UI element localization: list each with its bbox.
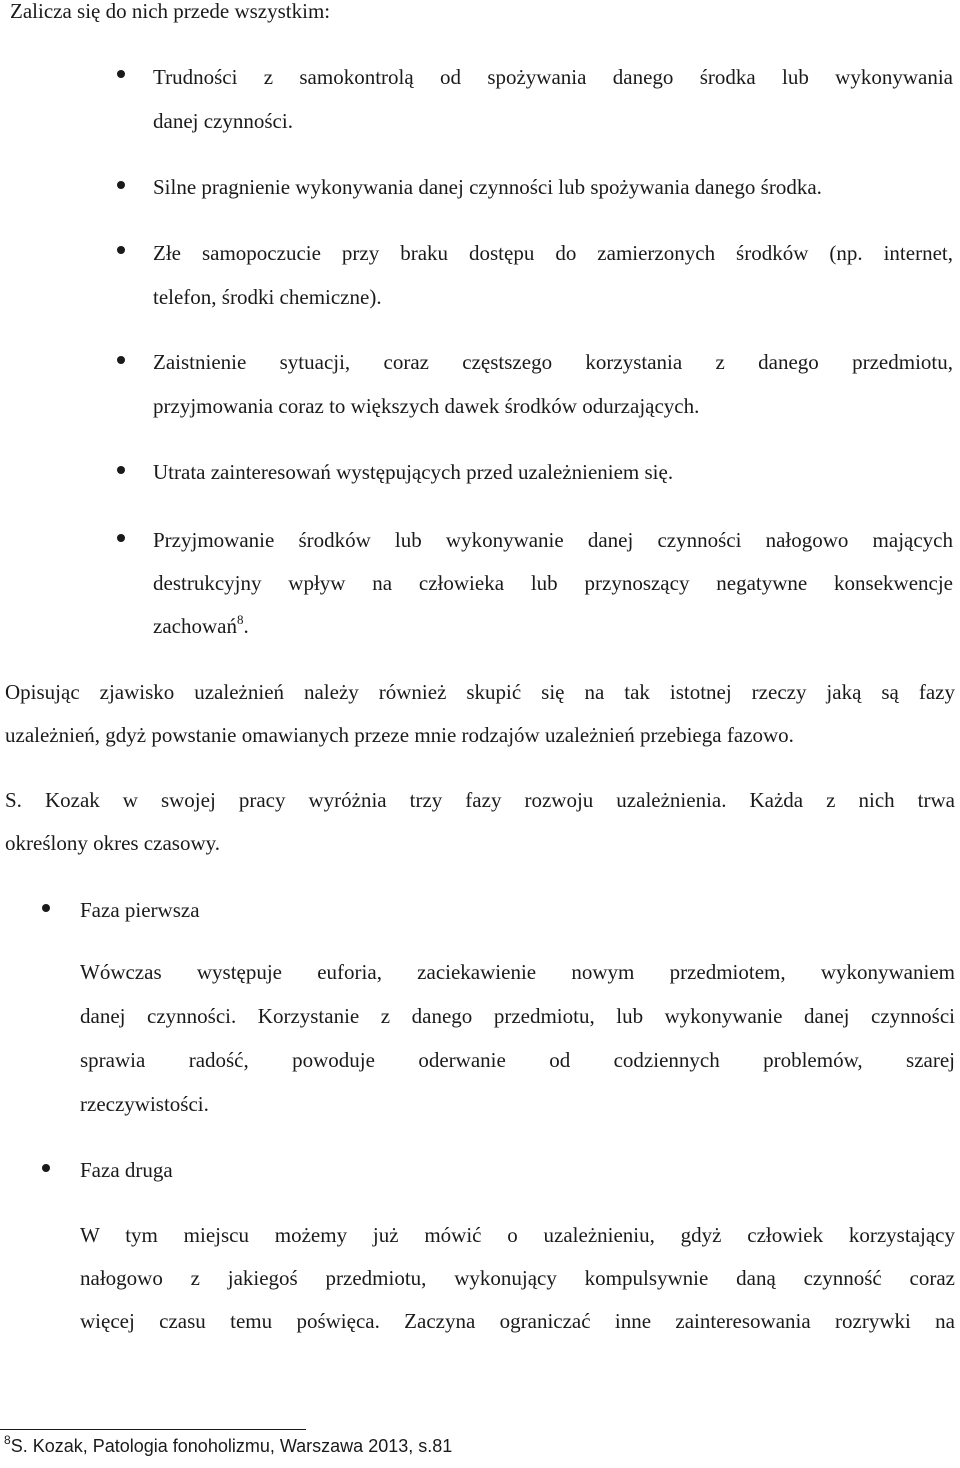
bullet-icon — [42, 1164, 50, 1172]
bullet-icon — [117, 246, 125, 254]
bullet-icon — [117, 181, 125, 189]
intro-text: Zalicza się do nich przede wszystkim: — [10, 0, 331, 23]
bullet-icon — [117, 356, 125, 364]
symptom-line: Przyjmowanie środków lub wykonywanie danej czynności nałogowo mających — [153, 528, 953, 552]
symptom-line: Zaistnienie sytuacji, coraz częstszego korzystania z danego przedmiotu, — [153, 350, 953, 374]
phase-line: danej czynności. Korzystanie z danego przedmiotu, lub wykonywanie danej czynności — [80, 1004, 955, 1028]
phase-line: sprawia radość, powoduje oderwanie od codziennych problemów, szarej — [80, 1048, 955, 1072]
bullet-icon — [117, 70, 125, 78]
phase-title: Faza druga — [80, 1158, 173, 1182]
phase-title: Faza pierwsza — [80, 898, 200, 922]
bullet-icon — [117, 466, 125, 474]
symptom-line: przyjmowania coraz to większych dawek środków odurzających. — [153, 394, 700, 418]
symptom-line: Utrata zainteresowań występujących przed uzależnieniem się. — [153, 460, 674, 484]
phase-line: nałogowo z jakiegoś przedmiotu, wykonujący kompulsywnie daną czynność coraz — [80, 1266, 955, 1290]
symptom-line: Złe samopoczucie przy braku dostępu do zamierzonych środków (np. internet, — [153, 241, 953, 265]
symptom-line: telefon, środki chemiczne). — [153, 285, 382, 309]
bullet-icon — [42, 904, 50, 912]
phase-line: więcej czasu temu poświęca. Zaczyna ograniczać inne zainteresowania rozrywki na — [80, 1309, 955, 1333]
symptom-line-text: zachowań — [153, 614, 237, 638]
symptom-line — [153, 612, 249, 638]
paragraph-line: S. Kozak w swojej pracy wyróżnia trzy fazy rozwoju uzależnienia. Każda z nich trwa — [5, 788, 955, 812]
footnote — [4, 1433, 453, 1456]
paragraph-line: określony okres czasowy. — [5, 831, 220, 855]
symptom-line-tail: . — [243, 614, 249, 638]
footnote-divider — [0, 1429, 306, 1430]
paragraph-line: Opisując zjawisko uzależnień należy również skupić się na tak istotnej rzeczy jaką są fazy — [5, 680, 955, 704]
phase-line: rzeczywistości. — [80, 1092, 209, 1116]
footnote-text: S. Kozak, Patologia fonoholizmu, Warszawa 2013, s.81 — [10, 1436, 453, 1456]
footnote-reference[interactable]: 8 — [236, 612, 244, 627]
phase-line: W tym miejscu możemy już mówić o uzależnieniu, gdyż człowiek korzystający — [80, 1223, 955, 1247]
paragraph-line: uzależnień, gdyż powstanie omawianych przeze mnie rodzajów uzależnień przebiega fazowo. — [5, 723, 794, 747]
symptom-line: danej czynności. — [153, 109, 293, 133]
symptom-line: Trudności z samokontrolą od spożywania danego środka lub wykonywania — [153, 65, 953, 89]
symptom-line: destrukcyjny wpływ na człowieka lub przynoszący negatywne konsekwencje — [153, 571, 953, 595]
bullet-icon — [117, 534, 125, 542]
footnote-number: 8 — [4, 1433, 11, 1447]
phase-line: Wówczas występuje euforia, zaciekawienie nowym przedmiotem, wykonywaniem — [80, 960, 955, 984]
symptom-line: Silne pragnienie wykonywania danej czynności lub spożywania danego środka. — [153, 175, 822, 199]
